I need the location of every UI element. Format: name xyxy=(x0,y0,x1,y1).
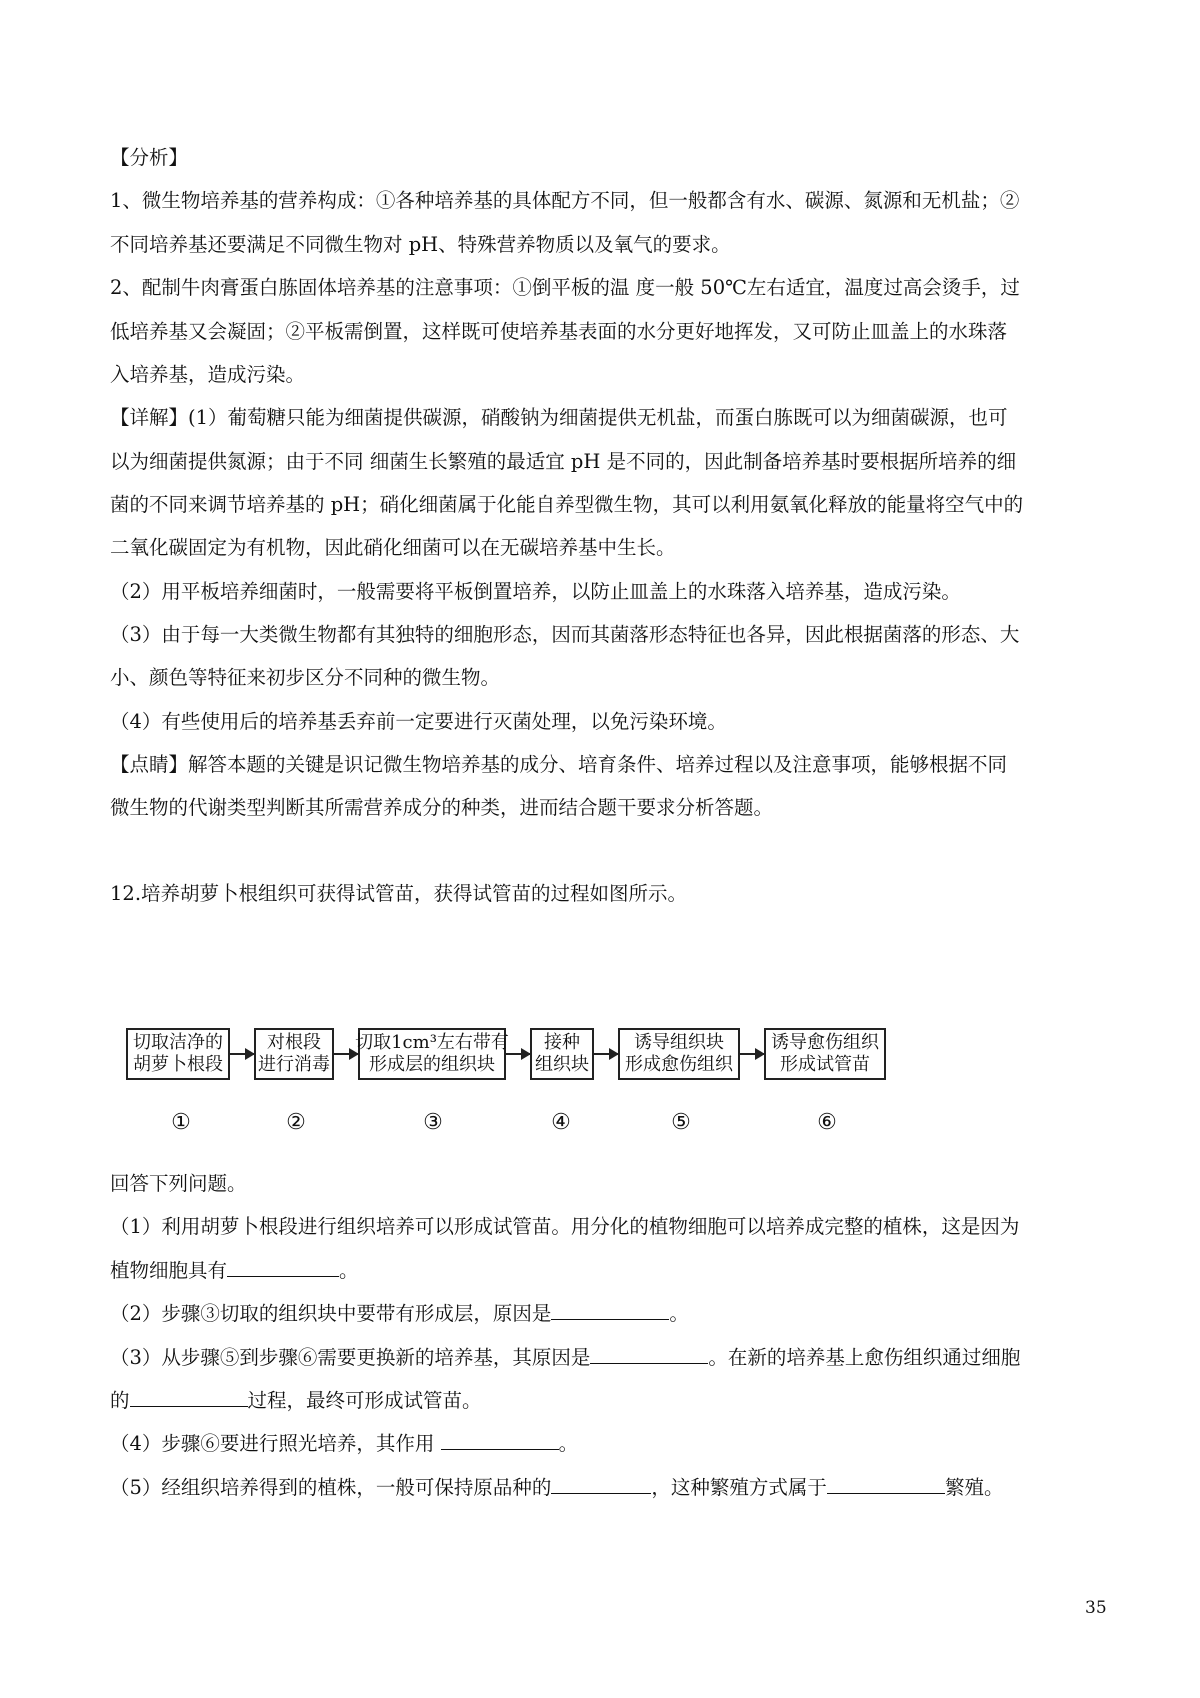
flow-arrow xyxy=(506,1053,530,1055)
question-1-text: 植物细胞具有 xyxy=(110,1259,228,1282)
flow-step-4-box xyxy=(530,1028,594,1080)
answer-blank-4[interactable] xyxy=(441,1429,559,1450)
question-4-text: （4）步骤⑥要进行照光培养，其作用 xyxy=(110,1432,441,1455)
flow-step-1-box xyxy=(126,1028,230,1080)
question-prompt: 回答下列问题。 xyxy=(110,1172,247,1195)
flow-step-3-number: ③ xyxy=(423,1110,443,1135)
flow-step-3-line2: 形成层的组织块 xyxy=(369,1054,495,1075)
question-4-end: 。 xyxy=(558,1432,579,1455)
question-3-line2 xyxy=(110,1377,1110,1425)
answer-blank-3b[interactable] xyxy=(130,1386,248,1407)
question-2-line xyxy=(110,1290,1110,1338)
flow-step-2-line2: 进行消毒 xyxy=(258,1054,330,1075)
flow-step-2-line1: 对根段 xyxy=(267,1032,321,1053)
question-5-line xyxy=(110,1464,1110,1512)
flow-step-3-box xyxy=(355,1028,509,1080)
question-1-line2 xyxy=(110,1247,1110,1295)
flow-step-1-number: ① xyxy=(171,1110,191,1135)
flow-arrow xyxy=(230,1053,254,1055)
flow-step-5-line2: 形成愈伤组织 xyxy=(625,1054,733,1075)
flow-arrow xyxy=(740,1053,764,1055)
question-2-end: 。 xyxy=(669,1302,689,1325)
detail-line2: 以为细菌提供氮源；由于不同 细菌生长繁殖的最适宜 pH 是不同的，因此制备培养基时要根据所培养的细 xyxy=(110,450,1017,473)
answer-blank-2[interactable] xyxy=(551,1299,669,1320)
analysis-p2-line2: 低培养基又会凝固；②平板需倒置，这样既可使培养基表面的水分更好地挥发，又可防止皿盖上的水珠落 xyxy=(110,320,1008,343)
flow-step-4-line1: 接种 xyxy=(544,1032,580,1053)
flow-diagram xyxy=(126,1028,1126,1158)
analysis-p2-line1: 2、配制牛肉膏蛋白胨固体培养基的注意事项：①倒平板的温 度一般 50℃左右适宜，温度过高会烫手，过 xyxy=(110,276,1020,299)
answer-blank-5b[interactable] xyxy=(827,1473,945,1494)
analysis-p1-line1: 1、微生物培养基的营养构成：①各种培养基的具体配方不同，但一般都含有水、碳源、氮源和无机盐；② xyxy=(110,189,1020,212)
flow-arrow xyxy=(594,1053,618,1055)
flow-step-4-line2: 组织块 xyxy=(535,1054,589,1075)
question-5-text: （5）经组织培养得到的植株，一般可保持原品种的 xyxy=(110,1476,552,1499)
analysis-heading: 【分析】 xyxy=(110,146,189,169)
comment-line1: 【点睛】解答本题的关键是识记微生物培养基的成分、培育条件、培养过程以及注意事项，能够根据不同 xyxy=(110,753,1008,776)
page-number: 35 xyxy=(1085,1598,1107,1618)
question-3-text: （3）从步骤⑤到步骤⑥需要更换新的培养基，其原因是 xyxy=(110,1346,591,1369)
flow-step-6-line2: 形成试管苗 xyxy=(780,1054,870,1075)
question-1-end: 。 xyxy=(339,1259,359,1282)
detail-line3: 菌的不同来调节培养基的 pH；硝化细菌属于化能自养型微生物，其可以利用氨氧化释放的能量将空气中的 xyxy=(110,493,1024,516)
flow-step-3-line1: 切取1cm³左右带有 xyxy=(355,1032,509,1053)
flow-step-4-number: ④ xyxy=(551,1110,571,1135)
question-3-prefix: 的 xyxy=(110,1389,130,1412)
flow-step-5-number: ⑤ xyxy=(671,1110,691,1135)
analysis-p1-line2: 不同培养基还要满足不同微生物对 pH、特殊营养物质以及氧气的要求。 xyxy=(110,233,731,256)
answer-blank-1[interactable] xyxy=(227,1256,339,1277)
detail-line1: 【详解】(1）葡萄糖只能为细菌提供碳源，硝酸钠为细菌提供无机盐，而蛋白胨既可以为细菌碳源，也可 xyxy=(110,406,1008,429)
flow-step-6-number: ⑥ xyxy=(817,1110,837,1135)
detail-line4: 二氧化碳固定为有机物，因此硝化细菌可以在无碳培养基中生长。 xyxy=(110,536,676,559)
detail-item2: （2）用平板培养细菌时，一般需要将平板倒置培养，以防止皿盖上的水珠落入培养基，造成污染。 xyxy=(110,580,961,603)
flow-step-5-line1: 诱导组织块 xyxy=(634,1032,724,1053)
flow-step-1-line1: 切取洁净的 xyxy=(133,1032,223,1053)
flow-step-5-box xyxy=(618,1028,740,1080)
flow-step-2-box xyxy=(254,1028,334,1080)
comment-line2: 微生物的代谢类型判断其所需营养成分的种类，进而结合题干要求分析答题。 xyxy=(110,796,774,819)
question-3-line1 xyxy=(110,1334,1110,1382)
question-3-mid: 。在新的培养基上愈伤组织通过细胞 xyxy=(708,1346,1021,1369)
flow-step-6-line1: 诱导愈伤组织 xyxy=(771,1032,879,1053)
answer-blank-3a[interactable] xyxy=(590,1343,708,1364)
analysis-p2-line3: 入培养基，造成污染。 xyxy=(110,363,306,386)
question-stem: 12.培养胡萝卜根组织可获得试管苗，获得试管苗的过程如图所示。 xyxy=(110,882,688,905)
question-5-mid: ，这种繁殖方式属于 xyxy=(651,1476,827,1499)
flow-step-2-number: ② xyxy=(286,1110,306,1135)
question-5-end: 繁殖。 xyxy=(944,1476,1004,1499)
flow-step-6-box xyxy=(764,1028,886,1080)
detail-item4: （4）有些使用后的培养基丢弃前一定要进行灭菌处理，以免污染环境。 xyxy=(110,710,727,733)
question-4-line xyxy=(110,1420,1110,1468)
answer-blank-5a[interactable] xyxy=(551,1473,651,1494)
flow-step-1-line2: 胡萝卜根段 xyxy=(133,1054,223,1075)
detail-item3-line1: （3）由于每一大类微生物都有其独特的细胞形态，因而其菌落形态特征也各异，因此根据菌落的形态、大 xyxy=(110,623,1020,646)
detail-item3-line2: 小、颜色等特征来初步区分不同种的微生物。 xyxy=(110,666,501,689)
question-1-line1: （1）利用胡萝卜根段进行组织培养可以形成试管苗。用分化的植物细胞可以培养成完整的植株，这是因为 xyxy=(110,1215,1020,1238)
question-3-end: 过程，最终可形成试管苗。 xyxy=(247,1389,482,1412)
question-2-text: （2）步骤③切取的组织块中要带有形成层，原因是 xyxy=(110,1302,552,1325)
